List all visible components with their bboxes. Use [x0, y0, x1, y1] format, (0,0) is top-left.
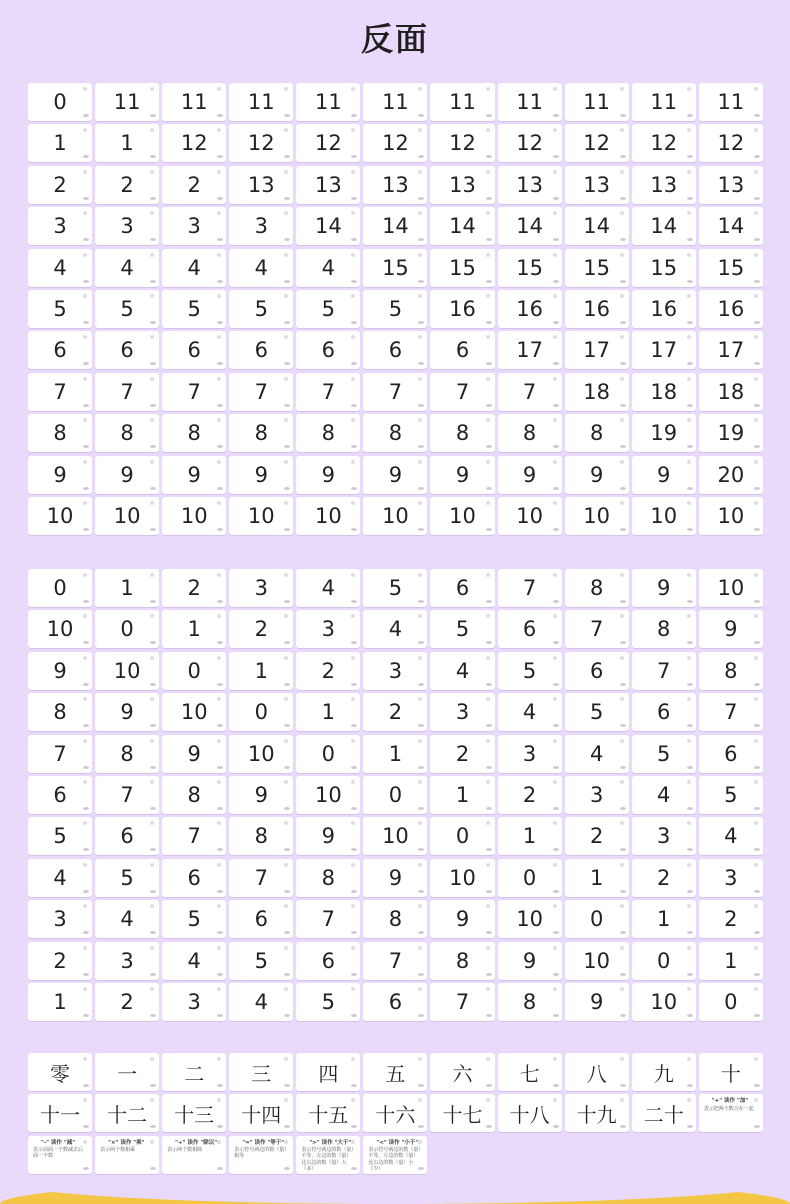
number-card: 5 [363, 569, 427, 607]
number-card: 1 [498, 817, 562, 855]
number-card: 7 [28, 373, 92, 411]
number-card: 6 [229, 900, 293, 938]
number-card: 4 [28, 859, 92, 897]
number-card: 2 [28, 166, 92, 204]
symbol-note-head: "×" 读作 "乘" [108, 1139, 145, 1146]
number-card: 11 [229, 83, 293, 121]
number-card: 10 [28, 497, 92, 535]
numeral-card: 十六 [363, 1094, 427, 1132]
number-card: 7 [632, 652, 696, 690]
numeral-card: 十三 [162, 1094, 226, 1132]
number-card: 1 [95, 569, 159, 607]
number-card: 9 [229, 776, 293, 814]
number-card: 5 [296, 983, 360, 1021]
number-card: 6 [296, 331, 360, 369]
number-card: 6 [632, 693, 696, 731]
number-card: 10 [162, 693, 226, 731]
symbol-note-card [363, 1136, 427, 1174]
symbol-note-card [28, 1136, 92, 1174]
symbol-note-head: ">" 读作 "大于" [309, 1139, 352, 1146]
number-card: 0 [430, 817, 494, 855]
number-card: 5 [430, 610, 494, 648]
number-card: 11 [363, 83, 427, 121]
number-card: 4 [699, 817, 763, 855]
numeral-card: 三 [229, 1053, 293, 1091]
number-card: 7 [296, 900, 360, 938]
number-card: 5 [229, 290, 293, 328]
numeral-card: 二 [162, 1053, 226, 1091]
number-card: 3 [95, 942, 159, 980]
number-card: 3 [498, 735, 562, 773]
number-card: 9 [95, 456, 159, 494]
number-card: 5 [498, 652, 562, 690]
number-card: 8 [296, 859, 360, 897]
number-card: 7 [162, 817, 226, 855]
number-card: 11 [162, 83, 226, 121]
number-card: 8 [28, 414, 92, 452]
number-card: 2 [632, 859, 696, 897]
numeral-card: 十二 [95, 1094, 159, 1132]
number-card: 0 [162, 652, 226, 690]
number-card: 4 [363, 610, 427, 648]
symbol-note-head: "÷" 读作 "除以" [175, 1139, 218, 1146]
number-card: 7 [229, 859, 293, 897]
number-card: 17 [699, 331, 763, 369]
number-card: 9 [296, 817, 360, 855]
chinese-numeral-card-grid [28, 1053, 763, 1174]
number-card: 4 [95, 249, 159, 287]
number-card: 12 [430, 124, 494, 162]
number-card: 8 [565, 414, 629, 452]
number-card: 7 [363, 373, 427, 411]
number-card: 3 [28, 207, 92, 245]
number-card: 14 [565, 207, 629, 245]
number-card: 5 [28, 817, 92, 855]
number-card: 3 [162, 207, 226, 245]
number-card: 4 [296, 249, 360, 287]
number-card: 9 [296, 456, 360, 494]
number-card: 9 [363, 456, 427, 494]
number-card: 1 [699, 942, 763, 980]
symbol-note-body: 表示符号两边的数（量）不等，左边的数（量）比右边的数（量）小（少） [368, 1146, 421, 1173]
number-card: 9 [28, 456, 92, 494]
number-card: 0 [632, 942, 696, 980]
page-title: 反面 [360, 20, 429, 58]
number-card: 16 [430, 290, 494, 328]
number-card: 7 [28, 735, 92, 773]
number-card: 0 [28, 569, 92, 607]
number-card: 9 [363, 859, 427, 897]
number-card: 18 [565, 373, 629, 411]
number-card: 6 [229, 331, 293, 369]
number-card: 9 [632, 456, 696, 494]
symbol-note-body: 表示符号两边的数（量）相等 [234, 1146, 287, 1160]
number-card: 10 [565, 942, 629, 980]
number-card: 0 [28, 83, 92, 121]
number-card: 7 [162, 373, 226, 411]
number-card: 8 [95, 735, 159, 773]
number-card: 6 [363, 331, 427, 369]
numeral-card: 五 [363, 1053, 427, 1091]
number-card: 2 [296, 652, 360, 690]
number-card: 8 [430, 414, 494, 452]
number-card: 8 [430, 942, 494, 980]
number-card: 10 [699, 569, 763, 607]
number-card: 19 [699, 414, 763, 452]
number-card: 9 [229, 456, 293, 494]
number-card: 9 [162, 456, 226, 494]
number-card: 12 [363, 124, 427, 162]
number-card: 6 [28, 776, 92, 814]
number-card: 5 [28, 290, 92, 328]
number-card: 3 [95, 207, 159, 245]
number-card: 5 [296, 290, 360, 328]
number-card: 10 [363, 497, 427, 535]
number-card: 11 [699, 83, 763, 121]
number-card: 17 [498, 331, 562, 369]
number-card: 10 [28, 610, 92, 648]
number-card: 11 [430, 83, 494, 121]
number-card: 9 [565, 456, 629, 494]
number-card: 1 [229, 652, 293, 690]
number-card: 10 [95, 652, 159, 690]
number-card: 10 [498, 497, 562, 535]
number-card: 10 [430, 497, 494, 535]
number-card: 9 [430, 900, 494, 938]
number-card: 9 [565, 983, 629, 1021]
number-card: 8 [699, 652, 763, 690]
number-card: 5 [229, 942, 293, 980]
number-card: 14 [296, 207, 360, 245]
number-card: 7 [95, 776, 159, 814]
number-card: 9 [699, 610, 763, 648]
number-card: 6 [162, 331, 226, 369]
number-card: 11 [498, 83, 562, 121]
numeral-card: 十九 [565, 1094, 629, 1132]
number-card: 14 [699, 207, 763, 245]
subtraction-card-grid [28, 569, 763, 1021]
number-card: 13 [498, 166, 562, 204]
number-card: 1 [430, 776, 494, 814]
numeral-card: 十五 [296, 1094, 360, 1132]
number-card: 18 [632, 373, 696, 411]
number-card: 6 [95, 817, 159, 855]
symbol-note-body: 表示把两个数合在一起 [703, 1105, 754, 1112]
number-card: 16 [498, 290, 562, 328]
number-card: 6 [565, 652, 629, 690]
number-card: 18 [699, 373, 763, 411]
symbol-note-head: "<" 读作 "小于" [376, 1139, 419, 1146]
number-card: 0 [229, 693, 293, 731]
number-card: 3 [632, 817, 696, 855]
number-card: 4 [229, 983, 293, 1021]
number-card: 9 [632, 569, 696, 607]
number-card: 7 [498, 373, 562, 411]
number-card: 12 [296, 124, 360, 162]
number-card: 10 [430, 859, 494, 897]
numeral-card: 十 [699, 1053, 763, 1091]
symbol-note-body: 表示前面一个数减去后面一个数 [33, 1146, 84, 1160]
number-card: 9 [498, 942, 562, 980]
number-card: 12 [498, 124, 562, 162]
number-card: 17 [632, 331, 696, 369]
number-card: 7 [363, 942, 427, 980]
number-card: 8 [229, 414, 293, 452]
number-card: 2 [699, 900, 763, 938]
number-card: 1 [632, 900, 696, 938]
number-card: 7 [229, 373, 293, 411]
number-card: 4 [430, 652, 494, 690]
number-card: 5 [699, 776, 763, 814]
number-card: 8 [363, 900, 427, 938]
number-card: 2 [363, 693, 427, 731]
number-card: 3 [162, 983, 226, 1021]
number-card: 0 [498, 859, 562, 897]
number-card: 2 [229, 610, 293, 648]
number-card: 15 [363, 249, 427, 287]
number-card: 20 [699, 456, 763, 494]
numeral-card: 一 [95, 1053, 159, 1091]
number-card: 13 [632, 166, 696, 204]
number-card: 2 [95, 983, 159, 1021]
number-card: 5 [95, 290, 159, 328]
number-card: 6 [430, 569, 494, 607]
numeral-card: 七 [498, 1053, 562, 1091]
number-card: 5 [632, 735, 696, 773]
number-card: 6 [363, 983, 427, 1021]
symbol-note-card [229, 1136, 293, 1174]
number-card: 9 [162, 735, 226, 773]
number-card: 4 [296, 569, 360, 607]
number-card: 11 [565, 83, 629, 121]
number-card: 6 [95, 331, 159, 369]
numeral-card: 十七 [430, 1094, 494, 1132]
number-card: 10 [498, 900, 562, 938]
numeral-card: 十一 [28, 1094, 92, 1132]
number-card: 8 [296, 414, 360, 452]
symbol-note-card [699, 1094, 763, 1132]
number-card: 4 [162, 942, 226, 980]
numeral-card: 零 [28, 1053, 92, 1091]
number-card: 6 [430, 331, 494, 369]
number-card: 8 [162, 776, 226, 814]
number-card: 14 [632, 207, 696, 245]
number-card: 10 [162, 497, 226, 535]
number-card: 10 [296, 497, 360, 535]
number-card: 11 [632, 83, 696, 121]
number-card: 4 [95, 900, 159, 938]
number-card: 6 [498, 610, 562, 648]
number-card: 3 [430, 693, 494, 731]
symbol-note-head: "+" 读作 "加" [711, 1098, 749, 1105]
number-card: 10 [699, 497, 763, 535]
number-card: 8 [498, 414, 562, 452]
number-card: 8 [363, 414, 427, 452]
number-card: 6 [296, 942, 360, 980]
number-card: 3 [699, 859, 763, 897]
symbol-note-body: 表示符号两边的数（量）不等，左边的数（量）比右边的数（量）大（多） [301, 1146, 354, 1173]
number-card: 5 [363, 290, 427, 328]
symbol-note-card [95, 1136, 159, 1174]
number-card: 10 [632, 983, 696, 1021]
number-card: 8 [162, 414, 226, 452]
number-card: 9 [430, 456, 494, 494]
number-card: 7 [95, 373, 159, 411]
number-card: 5 [162, 290, 226, 328]
number-card: 4 [565, 735, 629, 773]
number-card: 14 [430, 207, 494, 245]
number-card: 4 [28, 249, 92, 287]
number-card: 3 [229, 207, 293, 245]
numeral-card: 十八 [498, 1094, 562, 1132]
number-card: 19 [632, 414, 696, 452]
number-card: 2 [95, 166, 159, 204]
number-card: 10 [296, 776, 360, 814]
number-card: 1 [28, 983, 92, 1021]
number-card: 10 [95, 497, 159, 535]
number-card: 10 [229, 497, 293, 535]
number-card: 7 [430, 373, 494, 411]
number-card: 3 [363, 652, 427, 690]
number-card: 4 [632, 776, 696, 814]
number-card: 8 [498, 983, 562, 1021]
numeral-card: 六 [430, 1053, 494, 1091]
number-card: 15 [430, 249, 494, 287]
number-card: 13 [229, 166, 293, 204]
number-card: 1 [296, 693, 360, 731]
number-card: 2 [28, 942, 92, 980]
number-card: 6 [162, 859, 226, 897]
numeral-card: 四 [296, 1053, 360, 1091]
number-card: 0 [363, 776, 427, 814]
number-card: 12 [565, 124, 629, 162]
number-card: 8 [565, 569, 629, 607]
number-card: 10 [565, 497, 629, 535]
number-card: 4 [162, 249, 226, 287]
number-card: 16 [632, 290, 696, 328]
symbol-note-head: "=" 读作 "等于" [242, 1139, 285, 1146]
number-card: 7 [498, 569, 562, 607]
number-card: 12 [229, 124, 293, 162]
number-card: 0 [296, 735, 360, 773]
number-card: 4 [498, 693, 562, 731]
number-card: 5 [162, 900, 226, 938]
number-card: 0 [95, 610, 159, 648]
number-card: 11 [296, 83, 360, 121]
number-card: 10 [229, 735, 293, 773]
number-card: 3 [296, 610, 360, 648]
number-card: 2 [162, 569, 226, 607]
number-card: 17 [565, 331, 629, 369]
number-card: 11 [95, 83, 159, 121]
number-card: 14 [363, 207, 427, 245]
numeral-card: 十四 [229, 1094, 293, 1132]
number-card: 13 [565, 166, 629, 204]
number-card: 3 [28, 900, 92, 938]
number-card: 2 [162, 166, 226, 204]
number-card: 10 [363, 817, 427, 855]
number-card: 12 [632, 124, 696, 162]
number-card: 4 [229, 249, 293, 287]
number-card: 10 [632, 497, 696, 535]
addition-card-grid [28, 83, 763, 535]
number-card: 13 [363, 166, 427, 204]
number-card: 9 [95, 693, 159, 731]
number-card: 8 [95, 414, 159, 452]
symbol-note-head: "-" 读作 "减" [41, 1139, 76, 1146]
number-card: 12 [162, 124, 226, 162]
number-card: 13 [296, 166, 360, 204]
number-card: 1 [95, 124, 159, 162]
number-card: 16 [699, 290, 763, 328]
number-card: 13 [430, 166, 494, 204]
number-card: 15 [632, 249, 696, 287]
number-card: 3 [229, 569, 293, 607]
symbol-note-card [162, 1136, 226, 1174]
number-card: 16 [565, 290, 629, 328]
number-card: 1 [363, 735, 427, 773]
symbol-note-body: 表示两个数相除 [167, 1146, 203, 1153]
number-card: 2 [430, 735, 494, 773]
number-card: 13 [699, 166, 763, 204]
number-card: 6 [699, 735, 763, 773]
number-card: 7 [699, 693, 763, 731]
number-card: 5 [95, 859, 159, 897]
number-card: 6 [28, 331, 92, 369]
number-card: 3 [565, 776, 629, 814]
number-card: 9 [498, 456, 562, 494]
number-card: 12 [699, 124, 763, 162]
number-card: 15 [565, 249, 629, 287]
number-card: 7 [430, 983, 494, 1021]
number-card: 1 [162, 610, 226, 648]
number-card: 8 [632, 610, 696, 648]
number-card: 7 [565, 610, 629, 648]
number-card: 15 [699, 249, 763, 287]
numeral-card: 八 [565, 1053, 629, 1091]
symbol-note-card [296, 1136, 360, 1174]
number-card: 7 [296, 373, 360, 411]
number-card: 0 [699, 983, 763, 1021]
number-card: 2 [498, 776, 562, 814]
numeral-card: 二十 [632, 1094, 696, 1132]
number-card: 1 [565, 859, 629, 897]
number-card: 1 [28, 124, 92, 162]
number-card: 0 [565, 900, 629, 938]
number-card: 14 [498, 207, 562, 245]
number-card: 2 [565, 817, 629, 855]
symbol-note-body: 表示两个数相乘 [100, 1146, 136, 1153]
numeral-card: 九 [632, 1053, 696, 1091]
number-card: 8 [229, 817, 293, 855]
number-card: 9 [28, 652, 92, 690]
number-card: 5 [565, 693, 629, 731]
number-card: 8 [28, 693, 92, 731]
number-card: 15 [498, 249, 562, 287]
